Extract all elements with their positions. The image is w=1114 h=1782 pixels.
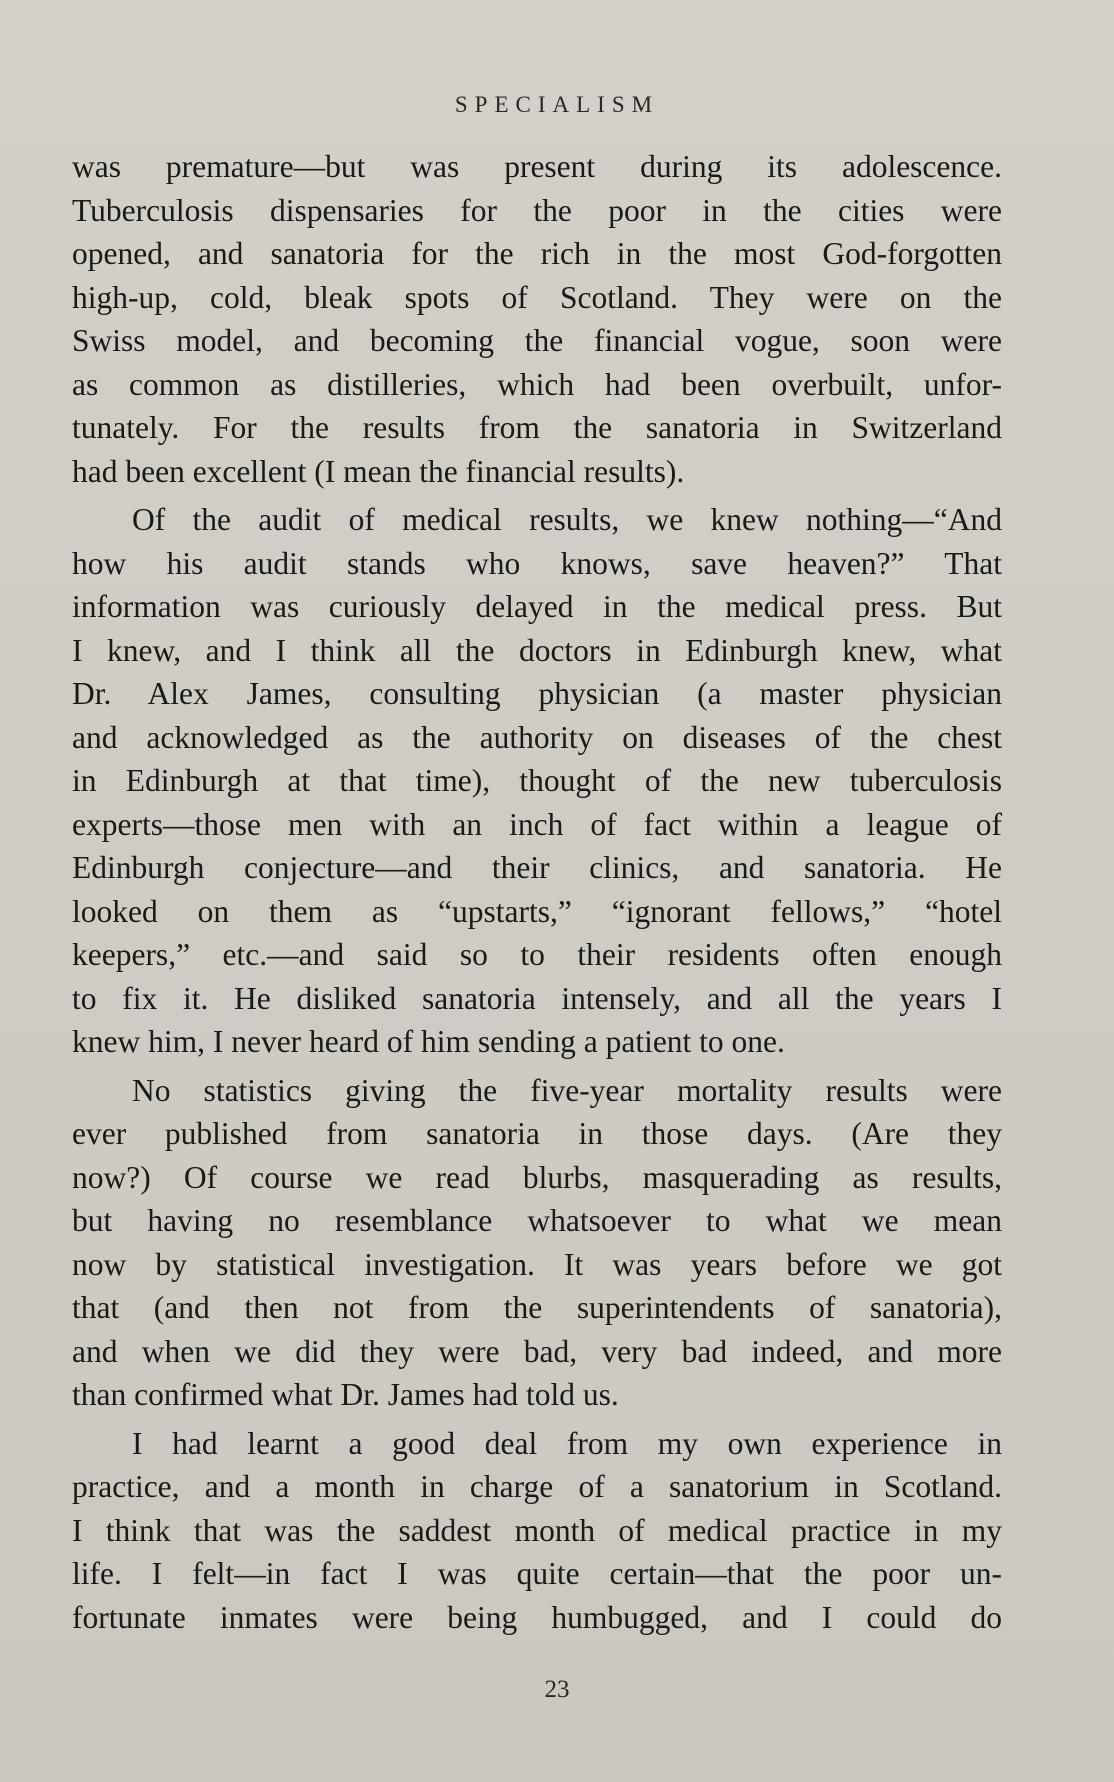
paragraph-1 xyxy=(72,145,1002,493)
text-line: to fix it. He disliked sanatoria intensely, and all the years I xyxy=(72,980,1002,1016)
text-line: as common as distilleries, which had been overbuilt, unfor- xyxy=(72,366,1002,402)
text-line: knew him, I never heard of him sending a patient to one. xyxy=(72,1024,785,1059)
body-text xyxy=(72,145,1002,1639)
page-number: 23 xyxy=(544,1676,570,1703)
text-line: experts—those men with an inch of fact within a league of xyxy=(72,806,1002,842)
text-line: ever published from sanatoria in those days. (Are they xyxy=(72,1116,1002,1151)
text-line: keepers,” etc.—and said so to their residents often enough xyxy=(72,937,1002,972)
text-line: and when we did they were bad, very bad indeed, and more xyxy=(72,1333,1002,1369)
text-line: I had learnt a good deal from my own experience in xyxy=(132,1425,1002,1461)
text-line: information was curiously delayed in the medical press. But xyxy=(72,589,1002,624)
text-line: looked on them as “upstarts,” “ignorant fellows,” “hotel xyxy=(72,893,1002,929)
paragraph-2 xyxy=(72,498,1002,1064)
text-line: opened, and sanatoria for the rich in the most God-forgotten xyxy=(72,236,1002,271)
text-line: No statistics giving the five-year mortality results were xyxy=(132,1072,1002,1108)
text-line: now?) Of course we read blurbs, masquerading as results, xyxy=(72,1159,1002,1195)
text-line: tunately. For the results from the sanatoria in Switzerland xyxy=(72,410,1002,445)
text-line: and acknowledged as the authority on diseases of the chest xyxy=(72,719,1002,755)
text-line: than confirmed what Dr. James had told us. xyxy=(72,1377,619,1412)
paragraph-4 xyxy=(72,1422,1002,1640)
paragraph-3 xyxy=(72,1069,1002,1417)
running-head: SPECIALISM xyxy=(454,92,660,117)
text-line: high-up, cold, bleak spots of Scotland. They were on the xyxy=(72,279,1002,315)
text-line: Edinburgh conjecture—and their clinics, and sanatoria. He xyxy=(72,850,1002,885)
text-line: how his audit stands who knows, save heaven?” That xyxy=(72,545,1002,581)
text-line: that (and then not from the superintendents of sanatoria), xyxy=(72,1290,1002,1325)
text-line: practice, and a month in charge of a sanatorium in Scotland. xyxy=(72,1469,1002,1504)
text-line: in Edinburgh at that time), thought of the new tuberculosis xyxy=(72,763,1002,798)
text-line: fortunate inmates were being humbugged, and I could do xyxy=(72,1599,1002,1635)
text-line: Tuberculosis dispensaries for the poor in the cities were xyxy=(72,192,1002,228)
text-line: I think that was the saddest month of medical practice in my xyxy=(72,1512,1002,1548)
text-line: now by statistical investigation. It was years before we got xyxy=(72,1246,1002,1282)
text-line: but having no resemblance whatsoever to what we mean xyxy=(72,1203,1002,1238)
text-line: had been excellent (I mean the financial results). xyxy=(72,453,685,489)
text-line: Swiss model, and becoming the financial vogue, soon were xyxy=(72,323,1002,358)
text-line: Of the audit of medical results, we knew nothing—“And xyxy=(132,502,1002,537)
text-line: was premature—but was present during its adolescence. xyxy=(72,149,1002,184)
text-line: Dr. Alex James, consulting physician (a master physician xyxy=(72,676,1002,711)
text-line: I knew, and I think all the doctors in Edinburgh knew, what xyxy=(72,632,1002,668)
text-line: life. I felt—in fact I was quite certain—that the poor un- xyxy=(72,1556,1002,1591)
